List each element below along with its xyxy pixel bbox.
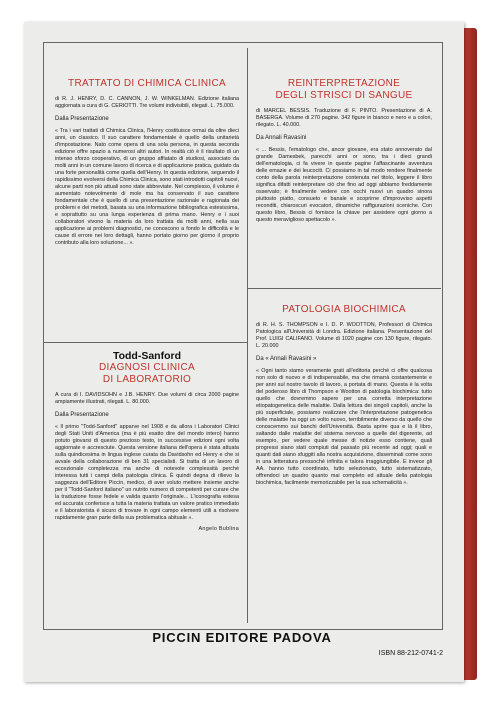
review-signature: Angelo Bublina (198, 526, 239, 532)
book-byline: A cura di I. DAVIDSOHN e J.B. HENRY. Due volumi di circa 2000 pagine ampiamente illustrati, rilegati. L. 80.000. (55, 392, 239, 405)
review-source: Dalla Presentazione (55, 412, 109, 418)
book-entry-patologia-biochimica (256, 304, 432, 491)
book-entry-strisci-sangue (256, 78, 432, 228)
review-text: « Il primo "Todd-Sanford" apparve nel 1908 e da allora i Laboratori Clinici degli Stati Uniti d'America (ma è più esatto dire del mondo intero) hanno potuto giovarsi di questo prezioso testo, in successive edizioni ogni volta aggiornate e accresciute. Questa versione italiana dell'opera è stata attuata sulla quindicesima in lingua inglese curata da Davidsohn ed Henry e che si avvale della collaborazione di ben 31 specialisti. Si tratta di un lavoro di eccezionale completezza ma anche di notevole complessità perché interessa tutti i campi della patologia clinica. È quindi degna di rilievo la saggezza dell'Editore Piccin, medico, di aver voluto mettere insieme anche per il "Todd-Sanford italiano" un nutrito numero di competenti per curare che la traduzione fosse fedele e valida quanto l'originale... L'iconografia estesa ed accurata conferisce a tutta la materia trattata un valore pratico immediato e il laboratorista è sicuro di trovare in ogni campo elementi utili a risolvere rapidamente gran parte della sua problematica abituale ». (55, 424, 239, 521)
book-title: REINTERPRETAZIONE (287, 78, 401, 89)
right-section-divider (248, 288, 441, 289)
book-subtitle: DEGLI STRISCI DI SANGUE (275, 90, 413, 101)
left-section-divider (43, 342, 248, 343)
book-entry-diagnosi-clinica (55, 350, 239, 533)
book-subtitle: DI LABORATORIO (102, 374, 192, 385)
book-title-author: Todd-Sanford (112, 350, 182, 362)
book-title: DIAGNOSI CLINICA (99, 362, 195, 373)
review-text: « ... Bessis, l'ematologo che, ancor giovane, era stato annoverato dal grande Damesbek, parecchi anni or sono, tra i dieci grandi dell'ematologia, ci fa vivere in queste pagine l'affascinante avventura delle emazie e dei leucociti. Ci possiamo in tal modo rendere finalmente conto della parola reinterpretazione contenuta nel titolo, leggere il libro significa difatti reinterpretare ciò che fino ad oggi abbiamo freddamente osservato; è finalmente vedere con occhi nuovi un quadro sinora piuttosto piatto, consueto e banale e scoprirne d'improvviso aspetti reconditi, chiaroscuri evocatori, dinamiche raffigurazioni sceniche. Con questo libro, Bessis ci fornisce la chiave per assistere ogni giorno a questo meraviglioso spettacolo ». (256, 147, 432, 223)
review-text: « Ogni tanto siamo veramente grati all'editoria perché ci offre qualcosa non solo di nuovo e di indispensabile, ma che rimarrà costantemente e per anni sul nostro tavolo di lavoro, a portata di mano. Questa è la volta del poderoso libro di Thompson e Wootton di patologia biochimica: tutto quello che dovremmo sapere per una corretta interpretazione etiopatogenetica delle malattie. Dalla lettura dei singoli capitoli, anche la più superficiale, possiamo realizzare che l'interpretazione patogenetica delle malattie ha oggi un volto nuovo, terribilmente diverso da quello che conoscemmo sui banchi dell'Università. Basta aprire qua e là il libro, saltando dalle malattie del sistema nervoso a quelle del digerente, ad esempio, per vedere quale messe di notizie esso contiene, quali progressi siano stati compiuti dal passato più recente ad oggi; quali e quanti dati siano sfuggiti alla nostra acquisizione, disseminati come sono in una letteratura pressoché infinita e talora irraggiungibile. E invece gli AA. hanno tutto coordinato, tutto selezionato, tutto sistematizzato, offrendoci un quadro quanto mai completo ed attuale della patologia biochimica, facilmente memorizzabile per la sua schematicità ». (256, 368, 432, 486)
book-byline: di MARCEL BESSIS. Traduzione di F. PINTO. Presentazione di A. BASERGA. Volume di 270 pagine. 342 figure in bianco e nero e a colori, rilegato. L. 40.000. (256, 108, 432, 128)
book-title: PATOLOGIA BIOCHIMICA (282, 304, 406, 315)
book-entry-chimica-clinica (55, 78, 239, 251)
column-divider (247, 48, 248, 623)
isbn-code: ISBN 88-212-0741-2 (378, 650, 443, 657)
book-byline: di R. J. HENRY, D. C. CANNON, J. W. WINKELMAN. Edizione italiana aggiornata a cura di G. CERIOTTI. Tre volumi indivisibili, rilegati. L. 75.000. (55, 96, 239, 109)
review-source: Da Annali Ravasini (256, 135, 307, 141)
publisher-name: PICCIN EDITORE PADOVA (152, 630, 332, 645)
book-byline: di R. H. S. THOMPSON e I. D. P. WOOTTON, Professori di Chimica Patologica all'Università di Londra. Edizione italiana. Presentazione del Prof. LUIGI CALIFANO. Volume di 1020 pagine con 130 figure, rilegato. L. 20.000 (256, 322, 432, 349)
review-text: « Tra i vari trattati di Chimica Clinica, l'Henry costituisce ormai da oltre dieci anni, un classico. Il suo carattere fondamentale è quello della unitarietà d'impostazione. Nato come opera di una sola persona, in questa seconda edizione offre spazio a numerosi altri autori. In realtà ciò è il risultato di un intenso sforzo cooperativo, di un gruppo affiatato di studiosi, associato da molti anni in un comune lavoro di ricerca e di applicazione pratica, guidato da una forte personalità come quella dell'Henry. In questa edizione, seguendo il rapidissimo evolversi della Chimica Clinica, sono stati introdotti capitoli nuovi, alcune parti non più attuali sono state abbreviate. Nel complesso, il volume è aumentato notevolmente di mole ma ha conservato il suo carattere fondamentale che è quello di una presentazione razionale e ragionata dei problemi e dei metodi, basata su una informazione bibliografica estesissima, e soprattutto su una lunga esperienza di prima mano. Henry e i suoi collaboratori vivono la materia da loro trattata da molti anni, nella sua applicazione ai problemi diagnostici, ne conoscono a fondo le difficoltà e le cause di errore nei loro dettagli, hanno portato giorno per giorno il proprio contributo alla loro soluzione... ». (55, 128, 239, 246)
book-title: TRATTATO DI CHIMICA CLINICA (68, 78, 226, 89)
review-source: Da « Annali Ravasini » (256, 356, 317, 362)
review-source: Dalla Presentazione (55, 116, 109, 122)
